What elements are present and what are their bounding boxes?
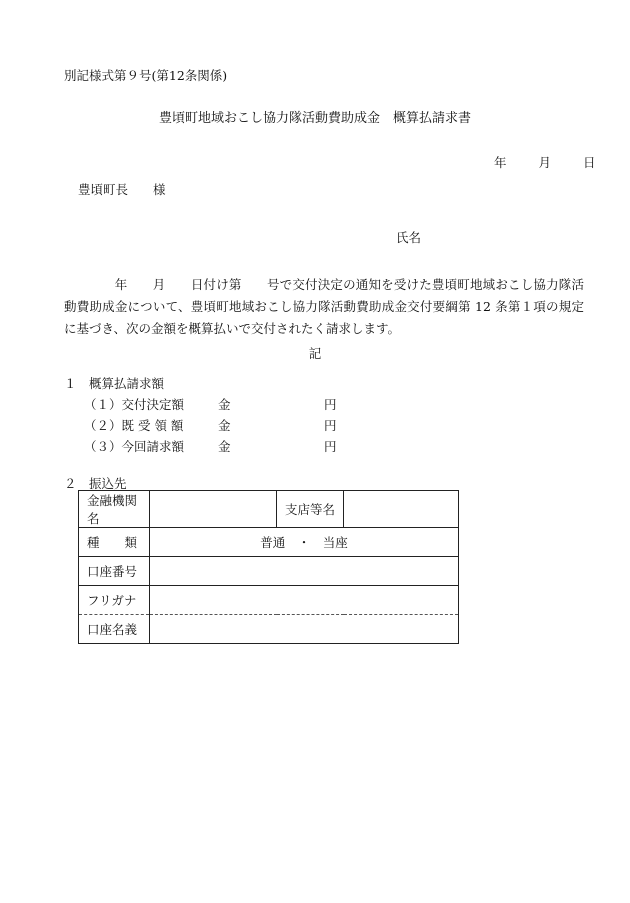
furigana-field[interactable] — [150, 586, 459, 615]
account-name-field[interactable] — [150, 615, 459, 644]
account-type-options[interactable]: 普通 ・ 当座 — [150, 528, 459, 557]
yen-label: 円 — [324, 439, 337, 454]
table-row — [79, 557, 459, 586]
document-title: 豊頃町地域おこし協力隊活動費助成金 概算払請求書 — [158, 111, 471, 126]
amount-row-current — [84, 437, 337, 455]
day-label: 日 — [583, 155, 596, 170]
form-reference: 別記様式第９号(第12条関係) — [64, 68, 228, 83]
amount-row-received — [84, 416, 337, 434]
table-row — [79, 586, 459, 615]
table-row — [79, 615, 459, 644]
furigana-label: フリガナ — [79, 586, 150, 615]
amount-row-label: （２）既 受 領 額 — [84, 418, 184, 433]
amount-row-label: （１）交付決定額 — [84, 397, 185, 412]
table-row — [79, 528, 459, 557]
section-1-heading: １ 概算払請求額 — [64, 376, 165, 391]
bank-name-label: 金融機関名 — [79, 491, 150, 528]
account-number-label: 口座番号 — [79, 557, 150, 586]
bank-transfer-table — [78, 490, 459, 644]
kin-label: 金 — [218, 397, 231, 412]
year-label: 年 — [494, 155, 507, 170]
account-name-label: 口座名義 — [79, 615, 150, 644]
bank-name-field[interactable] — [150, 491, 277, 528]
month-label: 月 — [538, 155, 552, 170]
date-line — [494, 153, 596, 171]
addressee: 豊頃町長 様 — [78, 182, 166, 197]
account-type-label: 種 類 — [79, 528, 150, 557]
branch-field[interactable] — [344, 491, 459, 528]
amount-row-decided — [84, 395, 337, 413]
kin-label: 金 — [218, 439, 231, 454]
request-body-text: 年 月 日付け第 号で交付決定の通知を受けた豊頃町地域おこし協力隊活動費助成金について、豊頃町地域おこし協力隊活動費助成金交付要綱第 12 条第１項の規定に基づき、次の金額を概算払いで交付されたく請求します。 — [64, 277, 584, 336]
table-row — [79, 491, 459, 528]
applicant-name-label: 氏名 — [396, 230, 422, 245]
yen-label: 円 — [324, 397, 337, 412]
yen-label: 円 — [324, 418, 337, 433]
ki-marker: 記 — [308, 346, 322, 361]
section-2-heading: ２ 振込先 — [64, 476, 127, 491]
branch-label: 支店等名 — [277, 491, 344, 528]
account-number-field[interactable] — [150, 557, 459, 586]
amount-row-label: （３）今回請求額 — [84, 439, 185, 454]
kin-label: 金 — [218, 418, 231, 433]
